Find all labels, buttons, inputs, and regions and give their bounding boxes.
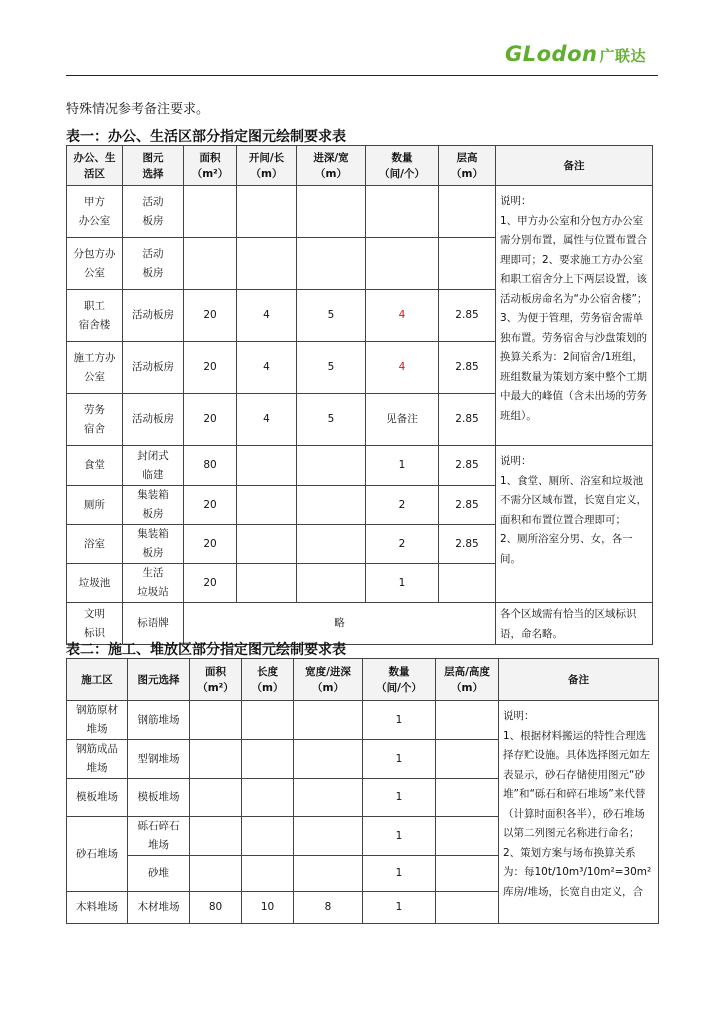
cell-len: 4	[237, 394, 297, 446]
cell-qty: 1	[363, 817, 436, 856]
cell-height	[436, 740, 499, 779]
cell-size	[184, 186, 237, 238]
cell-len: 4	[237, 342, 297, 394]
cell-elem: 活动 板房	[123, 186, 184, 238]
cell-area: 甲方 办公室	[67, 186, 123, 238]
cell-len	[237, 186, 297, 238]
cell-height	[436, 701, 499, 740]
table2-caption: 表二：施工、堆放区部分指定图元绘制要求表	[66, 642, 346, 658]
cell-qty: 1	[363, 701, 436, 740]
cell-height	[436, 856, 499, 892]
cell-size	[190, 701, 242, 740]
cell-height	[436, 892, 499, 924]
glodon-logo	[505, 42, 646, 66]
cell-height	[436, 817, 499, 856]
intro-text: 特殊情况参考备注要求。	[66, 102, 210, 117]
cell-depth	[297, 238, 366, 290]
cell-elem: 活动板房	[123, 290, 184, 342]
table1-note-2: 说明： 1、食堂、厕所、浴室和垃圾池不需分区域布置，长宽自定义，面积和布置位置合理即可； 2、厕所浴室分男、女，各一间。	[496, 446, 653, 603]
cell-qty: 2	[366, 486, 439, 525]
cell-qty: 1	[366, 564, 439, 603]
cell-size	[190, 779, 242, 817]
table1-header-cell: 办公、生 活区	[67, 146, 123, 186]
table2-header-cell: 施工区	[67, 659, 128, 701]
cell-len	[242, 817, 294, 856]
cell-qty: 见备注	[366, 394, 439, 446]
table2-header-cell: 图元选择	[128, 659, 190, 701]
table1-header-cell: 层高 （m）	[439, 146, 496, 186]
cell-len	[242, 701, 294, 740]
cell-size	[190, 856, 242, 892]
table1-note-3: 各个区域需有恰当的区域标识语，命名略。	[496, 603, 653, 645]
cell-qty: 4	[366, 342, 439, 394]
cell-merged: 略	[184, 603, 496, 645]
cell-depth	[294, 817, 363, 856]
table2-note: 说明： 1、根据材料搬运的特性合理选择存贮设施。具体选择图元如左表显示，砂石存储使用图元“砂堆”和“砾石和碎石堆场”来代替（计算时面积各半），砂石堆场以第二列图元名称进行命名； 2、策划方案与场布换算关系为：每10t/10m³/10m²=30m²库房/堆场，长宽自由定义，合	[499, 701, 659, 924]
cell-height	[439, 564, 496, 603]
cell-area: 文明 标识	[67, 603, 123, 645]
cell-len: 4	[237, 290, 297, 342]
cell-elem: 木材堆场	[128, 892, 190, 924]
cell-area: 劳务 宿舍	[67, 394, 123, 446]
table2	[66, 658, 659, 924]
cell-size: 20	[184, 564, 237, 603]
cell-qty: 1	[363, 740, 436, 779]
cell-area: 施工方办 公室	[67, 342, 123, 394]
table2-row	[67, 701, 659, 740]
table2-header-cell: 面积 （m²）	[190, 659, 242, 701]
cell-depth	[294, 740, 363, 779]
cell-elem: 型钢堆场	[128, 740, 190, 779]
cell-qty: 1	[363, 779, 436, 817]
cell-area: 食堂	[67, 446, 123, 486]
cell-area: 职工 宿舍楼	[67, 290, 123, 342]
cell-len	[237, 446, 297, 486]
cell-len	[237, 486, 297, 525]
cell-len	[242, 740, 294, 779]
cell-len	[242, 779, 294, 817]
cell-height	[436, 779, 499, 817]
cell-element: 标语牌	[123, 603, 184, 645]
cell-qty	[366, 238, 439, 290]
cell-height: 2.85	[439, 525, 496, 564]
cell-elem: 砾石碎石 堆场	[128, 817, 190, 856]
table2-header-cell: 长度 （m）	[242, 659, 294, 701]
table1-row	[67, 446, 653, 486]
cell-depth: 8	[294, 892, 363, 924]
cell-elem: 模板堆场	[128, 779, 190, 817]
cell-depth	[297, 446, 366, 486]
cell-area: 浴室	[67, 525, 123, 564]
table1-header-cell: 面积 （m²）	[184, 146, 237, 186]
cell-size: 20	[184, 290, 237, 342]
cell-qty: 1	[363, 892, 436, 924]
cell-len	[237, 564, 297, 603]
table1-header-cell: 图元 选择	[123, 146, 184, 186]
cell-size: 20	[184, 342, 237, 394]
cell-elem: 砂堆	[128, 856, 190, 892]
logo-cn: 广联达	[599, 47, 646, 65]
cell-area: 钢筋成品 堆场	[67, 740, 128, 779]
cell-area: 厕所	[67, 486, 123, 525]
table1-caption: 表一：办公、生活区部分指定图元绘制要求表	[66, 129, 346, 145]
table1-header-cell: 进深/宽 （m）	[297, 146, 366, 186]
cell-area: 木料堆场	[67, 892, 128, 924]
cell-height: 2.85	[439, 486, 496, 525]
table1	[66, 145, 653, 645]
cell-size	[190, 740, 242, 779]
cell-elem: 活动 板房	[123, 238, 184, 290]
table1-header-cell: 备注	[496, 146, 653, 186]
cell-depth	[297, 486, 366, 525]
logo-text: GLodon	[505, 42, 598, 66]
cell-elem: 集装箱 板房	[123, 486, 184, 525]
cell-elem: 活动板房	[123, 342, 184, 394]
cell-len	[237, 238, 297, 290]
cell-area: 分包方办 公室	[67, 238, 123, 290]
cell-size: 80	[190, 892, 242, 924]
header-rule	[66, 75, 658, 76]
cell-height: 2.85	[439, 394, 496, 446]
cell-area: 钢筋原材 堆场	[67, 701, 128, 740]
cell-depth: 5	[297, 394, 366, 446]
cell-height: 2.85	[439, 290, 496, 342]
table1-row	[67, 186, 653, 238]
cell-qty: 2	[366, 525, 439, 564]
table2-header-cell: 层高/高度 （m）	[436, 659, 499, 701]
cell-area: 垃圾池	[67, 564, 123, 603]
cell-height	[439, 238, 496, 290]
cell-size: 20	[184, 525, 237, 564]
cell-depth	[294, 856, 363, 892]
cell-area: 模板堆场	[67, 779, 128, 817]
cell-elem: 活动板房	[123, 394, 184, 446]
cell-depth	[294, 701, 363, 740]
cell-size	[184, 238, 237, 290]
cell-qty: 1	[366, 446, 439, 486]
cell-height	[439, 186, 496, 238]
cell-elem: 生活 垃圾站	[123, 564, 184, 603]
cell-depth: 5	[297, 290, 366, 342]
cell-depth	[294, 779, 363, 817]
cell-size: 20	[184, 394, 237, 446]
cell-qty	[366, 186, 439, 238]
cell-area: 砂石堆场	[67, 817, 128, 892]
cell-len: 10	[242, 892, 294, 924]
cell-depth	[297, 525, 366, 564]
table2-header-cell: 备注	[499, 659, 659, 701]
cell-depth: 5	[297, 342, 366, 394]
cell-depth	[297, 186, 366, 238]
cell-size: 80	[184, 446, 237, 486]
cell-size: 20	[184, 486, 237, 525]
cell-qty: 4	[366, 290, 439, 342]
cell-len	[242, 856, 294, 892]
cell-size	[190, 817, 242, 856]
cell-elem: 集装箱 板房	[123, 525, 184, 564]
table1-note-1: 说明： 1、甲方办公室和分包方办公室需分别布置，属性与位置布置合理即可；2、要求施工方办公室和职工宿舍分上下两层设置，该活动板房命名为“办公宿舍楼”； 3、为便于管理，劳务宿舍需单独布置。劳务宿舍与沙盘策划的换算关系为：2间宿舍/1班组，班组数量为策划方案中整个工期中最大的峰值（含未出场的劳务班组）。	[496, 186, 653, 446]
table1-header-cell: 数量 （间/个）	[366, 146, 439, 186]
table2-header-cell: 宽度/进深 （m）	[294, 659, 363, 701]
cell-elem: 钢筋堆场	[128, 701, 190, 740]
cell-qty: 1	[363, 856, 436, 892]
table2-header-cell: 数量 （间/个）	[363, 659, 436, 701]
cell-height: 2.85	[439, 342, 496, 394]
cell-height: 2.85	[439, 446, 496, 486]
table1-header-cell: 开间/长 （m）	[237, 146, 297, 186]
cell-depth	[297, 564, 366, 603]
cell-elem: 封闭式 临建	[123, 446, 184, 486]
cell-len	[237, 525, 297, 564]
